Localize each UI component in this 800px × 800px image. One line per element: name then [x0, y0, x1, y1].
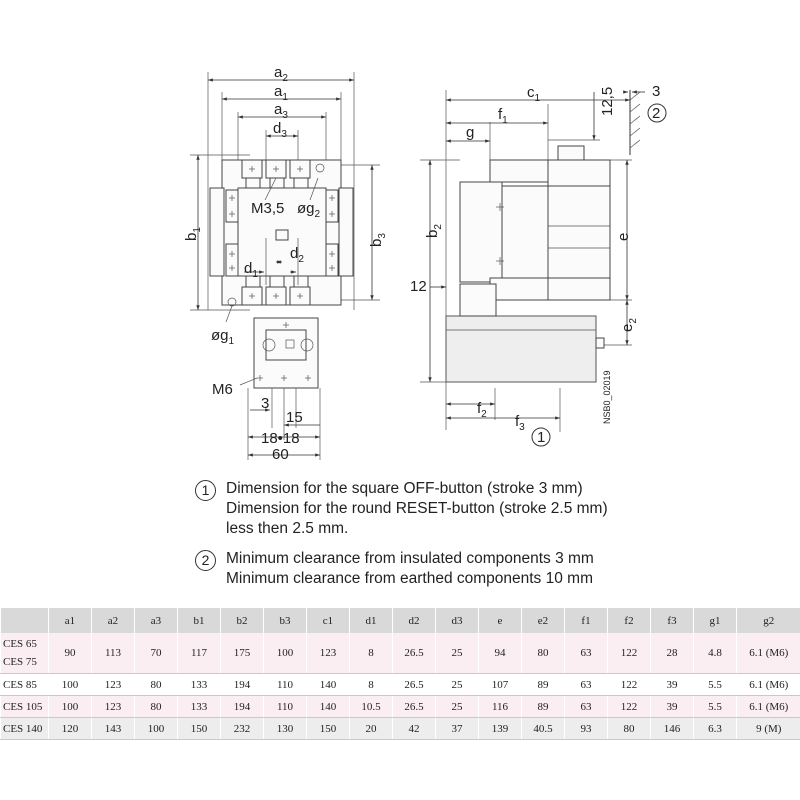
table-header: e2 — [522, 608, 565, 633]
dim-a3: $a_3$ — [274, 101, 288, 121]
table-cell: 26.5 — [393, 696, 436, 718]
table-cell: 39 — [651, 696, 694, 718]
table-cell: 100 — [135, 718, 178, 740]
note-number: 1 — [195, 480, 216, 501]
table-cell: 122 — [608, 633, 651, 674]
table-header-row — [1, 608, 800, 633]
note-line: less then 2.5 mm. — [226, 520, 349, 537]
table-header: d3 — [436, 608, 479, 633]
dim-g2: $øg_2$ — [297, 200, 321, 220]
note-line: Dimension for the square OFF-button (stroke 3 mm) — [226, 480, 583, 497]
note-number: 2 — [195, 550, 216, 571]
drawing-code: NSB0_02019 — [602, 370, 612, 424]
dim-a2: $a_2$ — [274, 64, 288, 84]
dim-e: e — [615, 232, 632, 241]
table-row — [1, 696, 800, 718]
table-cell: 26.5 — [393, 674, 436, 696]
table-cell: 110 — [264, 674, 307, 696]
table-cell: 25 — [436, 674, 479, 696]
table-cell: 80 — [522, 633, 565, 674]
table-header: b1 — [178, 608, 221, 633]
dim-b2: $b_2$ — [424, 224, 444, 238]
dim-d1: $d_1$ — [244, 260, 258, 280]
dim-15: 15 — [286, 409, 303, 426]
table-cell: 63 — [565, 633, 608, 674]
table-cell: 110 — [264, 696, 307, 718]
table-header: g1 — [694, 608, 737, 633]
table-header: g2 — [737, 608, 800, 633]
dim-d3: $d_3$ — [273, 120, 287, 140]
table-cell: 10.5 — [350, 696, 393, 718]
table-cell: 42 — [393, 718, 436, 740]
thread-label: M6 — [212, 381, 233, 398]
table-cell: 123 — [92, 696, 135, 718]
table-cell: 63 — [565, 696, 608, 718]
table-cell: 6.1 (M6) — [737, 633, 800, 674]
table-row — [1, 718, 800, 740]
table-cell: 90 — [49, 633, 92, 674]
dim-g: g — [466, 124, 475, 141]
table-cell: 26.5 — [393, 633, 436, 674]
table-cell: 5.5 — [694, 674, 737, 696]
notes — [195, 479, 665, 599]
table-cell: 194 — [221, 696, 264, 718]
callout-2: 2 — [652, 105, 661, 122]
model-name: CES 105 — [1, 696, 49, 718]
table-cell: 20 — [350, 718, 393, 740]
table-cell: 123 — [307, 633, 350, 674]
table-cell: 89 — [522, 696, 565, 718]
table-header: b2 — [221, 608, 264, 633]
dim-e2: $e_2$ — [619, 318, 639, 332]
table-header — [1, 608, 49, 633]
table-cell: 40.5 — [522, 718, 565, 740]
dim-a1: $a_1$ — [274, 83, 288, 103]
dim-g1: $øg_1$ — [211, 327, 235, 347]
table-cell: 113 — [92, 633, 135, 674]
table-cell: 89 — [522, 674, 565, 696]
table-cell: 107 — [479, 674, 522, 696]
note-2 — [195, 549, 665, 589]
model-name: CES 140 — [1, 718, 49, 740]
table-cell: 100 — [49, 674, 92, 696]
dim-c1: $c_1$ — [527, 84, 541, 104]
table-header: d1 — [350, 608, 393, 633]
note-line: Minimum clearance from insulated components 3 mm — [226, 550, 594, 567]
table-header: f1 — [565, 608, 608, 633]
note-1 — [195, 479, 665, 539]
dim-b1: $b_1$ — [183, 227, 203, 241]
side-view — [410, 83, 666, 446]
table-cell: 139 — [479, 718, 522, 740]
table-cell: 100 — [264, 633, 307, 674]
table-header: a2 — [92, 608, 135, 633]
clearance-3: 3 — [652, 83, 661, 100]
note-line: Minimum clearance from earthed components 10 mm — [226, 570, 593, 587]
table-cell: 70 — [135, 633, 178, 674]
table-cell: 143 — [92, 718, 135, 740]
table-header: a1 — [49, 608, 92, 633]
table-header: e — [479, 608, 522, 633]
table-cell: 122 — [608, 674, 651, 696]
table-cell: 146 — [651, 718, 694, 740]
dim-b3: $b_3$ — [368, 233, 388, 247]
table-cell: 37 — [436, 718, 479, 740]
table-cell: 100 — [49, 696, 92, 718]
table-cell: 6.1 (M6) — [737, 696, 800, 718]
table-header: f3 — [651, 608, 694, 633]
callout-1: 1 — [537, 429, 546, 446]
model-name: CES 65 CES 75 — [1, 633, 49, 674]
table-cell: 150 — [178, 718, 221, 740]
table-cell: 133 — [178, 696, 221, 718]
table-cell: 6.1 (M6) — [737, 674, 800, 696]
front-view — [183, 64, 388, 463]
dim-12-5: 12,5 — [599, 86, 616, 116]
table-cell: 28 — [651, 633, 694, 674]
table-cell: 120 — [49, 718, 92, 740]
table-cell: 25 — [436, 696, 479, 718]
dim-18-18: 18•18 — [261, 430, 300, 447]
table-cell: 117 — [178, 633, 221, 674]
table-cell: 94 — [479, 633, 522, 674]
table-cell: 123 — [92, 674, 135, 696]
table-cell: 175 — [221, 633, 264, 674]
table-cell: 150 — [307, 718, 350, 740]
table-header: d2 — [393, 608, 436, 633]
dim-60: 60 — [272, 446, 289, 463]
table-cell: 93 — [565, 718, 608, 740]
table-cell: 5.5 — [694, 696, 737, 718]
table-cell: 140 — [307, 696, 350, 718]
note-text — [226, 549, 594, 589]
dim-f3: $f_3$ — [515, 413, 525, 433]
table-header: f2 — [608, 608, 651, 633]
table-cell: 8 — [350, 674, 393, 696]
table-cell: 39 — [651, 674, 694, 696]
table-cell: 133 — [178, 674, 221, 696]
table-cell: 194 — [221, 674, 264, 696]
table-cell: 116 — [479, 696, 522, 718]
table-cell: 232 — [221, 718, 264, 740]
table-cell: 25 — [436, 633, 479, 674]
note-line: Dimension for the round RESET-button (stroke 2.5 mm) — [226, 500, 608, 517]
table-cell: 80 — [608, 718, 651, 740]
table-cell: 8 — [350, 633, 393, 674]
table-cell: 6.3 — [694, 718, 737, 740]
table-row — [1, 633, 800, 674]
dim-d2: $d_2$ — [290, 245, 304, 265]
table-cell: 130 — [264, 718, 307, 740]
note-text — [226, 479, 608, 539]
dimensions-table — [0, 608, 800, 740]
table-cell: 140 — [307, 674, 350, 696]
table-cell: 122 — [608, 696, 651, 718]
table-cell: 9 (M) — [737, 718, 800, 740]
table-cell: 80 — [135, 696, 178, 718]
dim-f1: $f_1$ — [498, 106, 508, 126]
table-row — [1, 674, 800, 696]
table-header: c1 — [307, 608, 350, 633]
dim-f2: $f_2$ — [477, 400, 487, 420]
table-cell: 63 — [565, 674, 608, 696]
table-header: b3 — [264, 608, 307, 633]
table-cell: 4.8 — [694, 633, 737, 674]
dim-12: 12 — [410, 278, 427, 295]
table-header: a3 — [135, 608, 178, 633]
dim-3-left: 3 — [261, 395, 270, 412]
table-cell: 80 — [135, 674, 178, 696]
model-name: CES 85 — [1, 674, 49, 696]
screw-label: M3,5 — [251, 200, 285, 217]
